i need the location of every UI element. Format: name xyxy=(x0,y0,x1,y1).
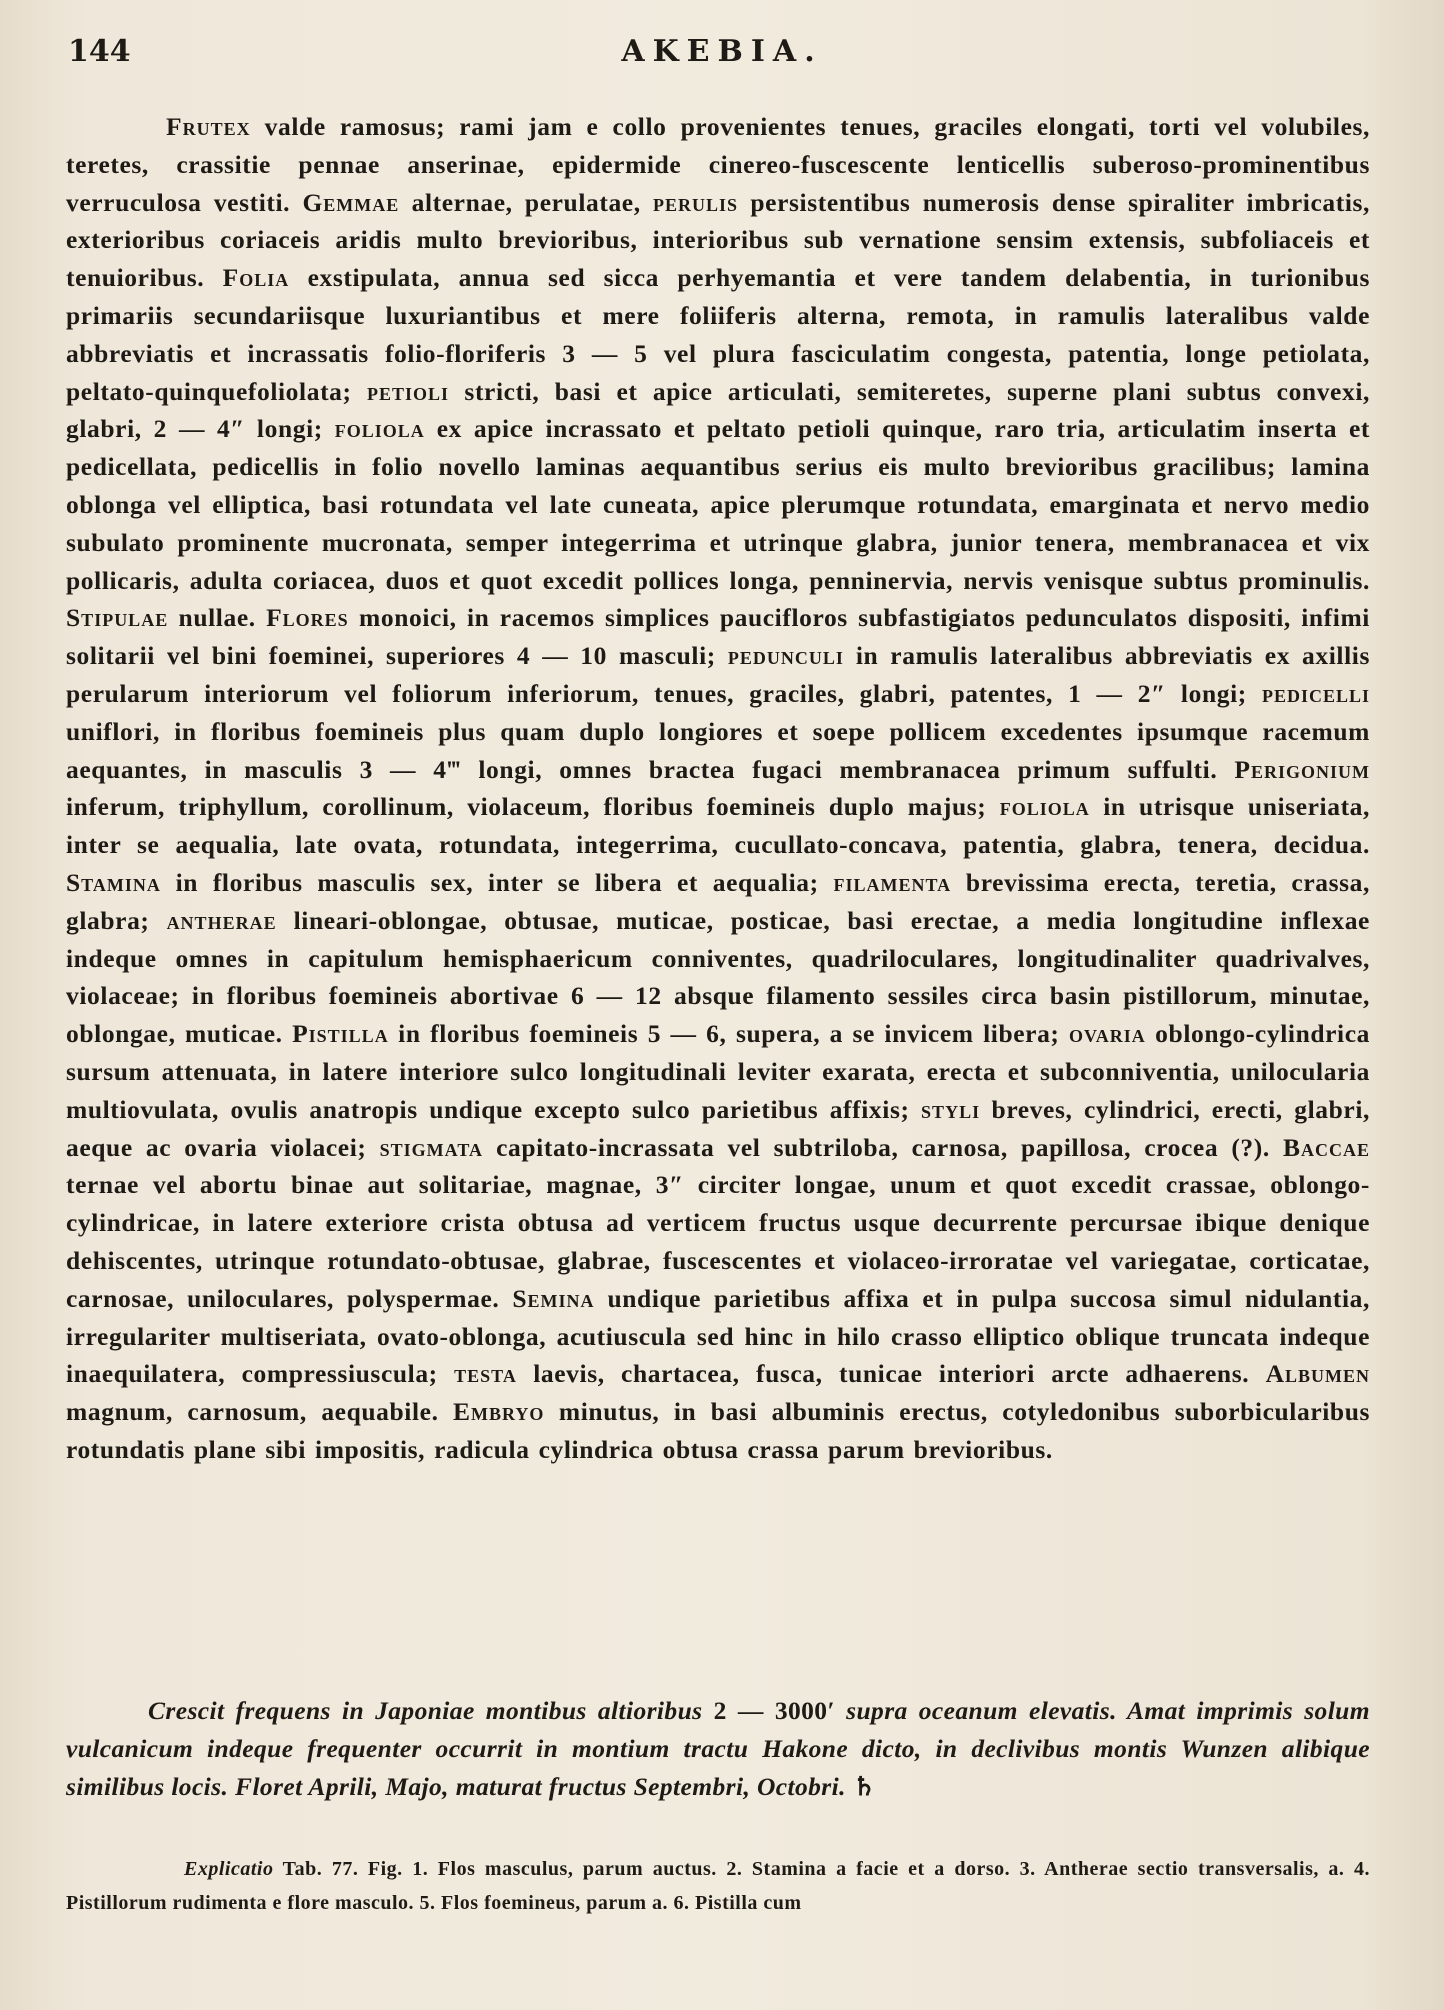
term-small-caps: testa xyxy=(454,1359,517,1389)
description-text: capitato-incrassata vel subtriloba, carnosa, papillosa, crocea (?). xyxy=(482,1132,1283,1162)
description-text: inferum, triphyllum, corollinum, violaceum, floribus foemineis duplo majus; xyxy=(66,792,1000,822)
page-number: 144 xyxy=(68,34,131,69)
term-small-caps: Semina xyxy=(512,1283,595,1313)
explanation-text: Tab. 77. Fig. 1. Flos masculus, parum auctus. 2. Stamina a facie et a dorso. 3. Antherae sectio transversalis, a. 4. Pistillorum rudimenta e flore masculo. 5. Flos foemineus, parum a. 6. Pistilla cum xyxy=(66,1858,1370,1914)
term-small-caps: Albumen xyxy=(1265,1359,1370,1389)
term-small-caps: Baccae xyxy=(1282,1132,1370,1162)
term-small-caps: Perigonium xyxy=(1234,754,1370,784)
term-small-caps: Stamina xyxy=(66,867,161,897)
term-small-caps: foliola xyxy=(999,792,1090,822)
description-text: in floribus foemineis 5 — 6, supera, a se invicem libera; xyxy=(388,1019,1070,1049)
term-small-caps: ovaria xyxy=(1069,1019,1146,1049)
term-small-caps: Stipulae xyxy=(66,603,169,633)
description-text: nullae. xyxy=(168,603,267,633)
genus-description xyxy=(66,108,1370,1469)
page-header xyxy=(68,34,1376,74)
term-small-caps: styli xyxy=(921,1094,981,1124)
description-text: magnum, carnosum, aequabile. xyxy=(66,1397,454,1427)
habitat-altitude: 2 — 3000′ xyxy=(713,1696,836,1725)
term-small-caps: stigmata xyxy=(379,1132,483,1162)
description-text: exstipulata, annua sed sicca perhyemantia et vere tandem delabentia, in turionibus primariis secundariisque luxuriantibus et mere foliiferis alterna, remota, in ramulis lateralibus valde abbreviatis et incrassatis folio-floriferis 3 — 5 vel plura fasciculatim congesta, patentia, longe petiolata, peltato-quinquefoliolata; xyxy=(66,263,1370,406)
description-text: breves, cylindrici, erecti, glabri, aeque ac ovaria violacei; xyxy=(66,1094,1370,1162)
habitat-text-end: supra oceanum elevatis. Amat imprimis solum vulcanicum indeque frequenter occurrit in montium tractu Hakone dicto, in declivibus montis Wunzen alibique similibus locis. Floret Aprili, Majo, maturat fructus Septembri, Octobri. xyxy=(66,1696,1370,1801)
explanation-label: Explicatio xyxy=(184,1858,274,1880)
habitat-text-start: Crescit frequens in Japoniae montibus altioribus xyxy=(148,1696,714,1725)
term-small-caps: Embryo xyxy=(453,1397,545,1427)
term-small-caps: antherae xyxy=(166,905,277,935)
description-text: oblongo-cylindrica sursum attenuata, in latere interiore sulco longitudinali leviter exarata, erecta et subconniventia, unilocularia multiovulata, ovulis anatropis undique excepto sulco parietibus affixis; xyxy=(66,1019,1370,1124)
description-text: ex apice incrassato et peltato petioli quinque, raro tria, articulatim inserta et pedicellata, pedicellis in folio novello laminas aequantibus serius eis multo brevioribus gracilibus; lamina oblonga vel elliptica, basi rotundata vel late cuneata, apice plerumque rotundata, emarginata et nervo medio subulato prominente mucronata, semper integerrima et utrinque glabra, junior tenera, membranacea et vix pollicaris, adulta coriacea, duos et quot excedit pollices longa, penninervia, nervis venisque subtus prominulis. xyxy=(66,414,1371,595)
plate-explanation xyxy=(66,1852,1370,1920)
description-text: in utrisque uniseriata, inter se aequalia, late ovata, rotundata, integerrima, cucullato-concava, patentia, glabra, tenera, decidua. xyxy=(66,792,1370,860)
term-small-caps: pedicelli xyxy=(1261,678,1370,708)
term-small-caps: Frutex xyxy=(166,112,251,141)
description-text: lineari-oblongae, obtusae, muticae, posticae, basi erectae, a media longitudine inflexae indeque omnes in capitulum hemisphaericum conniventes, quadriloculares, longitudinaliter quadrivalves, violaceae; in floribus foemineis abortivae 6 — 12 absque filamento sessiles circa basin pistillorum, minutae, oblongae, muticae. xyxy=(66,905,1370,1049)
description-text: persistentibus numerosis dense spiraliter imbricatis, exterioribus coriaceis aridis multo brevioribus, interioribus sub vernatione sensim extensis, subfoliaceis et tenuioribus. xyxy=(66,187,1371,293)
term-small-caps: petioli xyxy=(367,376,450,406)
saturn-symbol-icon: ♄ xyxy=(852,1771,876,1801)
term-small-caps: Folia xyxy=(222,263,290,293)
running-title: AKEBIA. xyxy=(621,34,823,69)
description-text: laevis, chartacea, fusca, tunicae interiori arcte adhaerens. xyxy=(516,1359,1266,1389)
term-small-caps: Flores xyxy=(266,603,349,633)
term-small-caps: foliola xyxy=(334,414,425,444)
description-text: undique parietibus affixa et in pulpa succosa simul nidulantia, irregulariter multiseriata, ovato-oblonga, acutiuscula sed hinc in hilo crasso elliptico oblique truncata indeque inaequilatera, compressiuscula; xyxy=(66,1283,1370,1389)
description-text: brevissima erecta, teretia, crassa, glabra; xyxy=(66,867,1370,935)
habitat-paragraph xyxy=(66,1692,1370,1805)
term-small-caps: filamenta xyxy=(833,867,952,897)
description-text: valde ramosus; rami jam e collo provenientes tenues, graciles elongati, torti vel volubiles, teretes, crassitie pennae anserinae, epidermide cinereo-fuscescente lenticellis suberoso-prominentibus verruculosa vestiti. xyxy=(66,112,1370,217)
description-text: in ramulis lateralibus abbreviatis ex axillis perularum interiorum vel foliorum inferiorum, tenues, graciles, glabri, patentes, 1 — 2″ longi; xyxy=(66,641,1371,708)
description-text: minutus, in basi albuminis erectus, cotyledonibus suborbicularibus rotundatis plane sibi impositis, radicula cylindrica obtusa crassa parum brevioribus. xyxy=(66,1397,1371,1464)
term-small-caps: pedunculi xyxy=(727,641,844,671)
description-text: in floribus masculis sex, inter se libera et aequalia; xyxy=(160,867,834,897)
term-small-caps: Gemmae xyxy=(302,187,400,217)
description-text: stricti, basi et apice articulati, semiteretes, superne plani subtus convexi, glabri, 2 — 4″ longi; xyxy=(66,376,1370,444)
description-text: uniflori, in floribus foemineis plus quam duplo longiores et soepe pollicem excedentes ipsumque racemum aequantes, in masculis 3 — 4‴ longi, omnes bractea fugaci membranacea primum suffulti. xyxy=(66,716,1370,784)
description-text: alternae, perulatae, xyxy=(399,187,654,217)
description-text: ternae vel abortu binae aut solitariae, magnae, 3″ circiter longae, unum et quot excedit crassae, oblongo-cylindricae, in latere exteriore crista obtusa ad verticem fructus usque decurrente percursae ibique denique dehiscentes, utrinque rotundato-obtusae, glabrae, fuscescentes et violaceo-irroratae vel variegatae, corticatae, carnosae, uniloculares, polyspermae. xyxy=(66,1170,1370,1313)
term-small-caps: Pistilla xyxy=(292,1019,389,1049)
term-small-caps: perulis xyxy=(653,187,739,217)
description-text: monoici, in racemos simplices paucifloros subfastigiatos pedunculatos dispositi, infimi solitarii vel bini foeminei, superiores 4 — 10 masculi; xyxy=(66,603,1370,671)
